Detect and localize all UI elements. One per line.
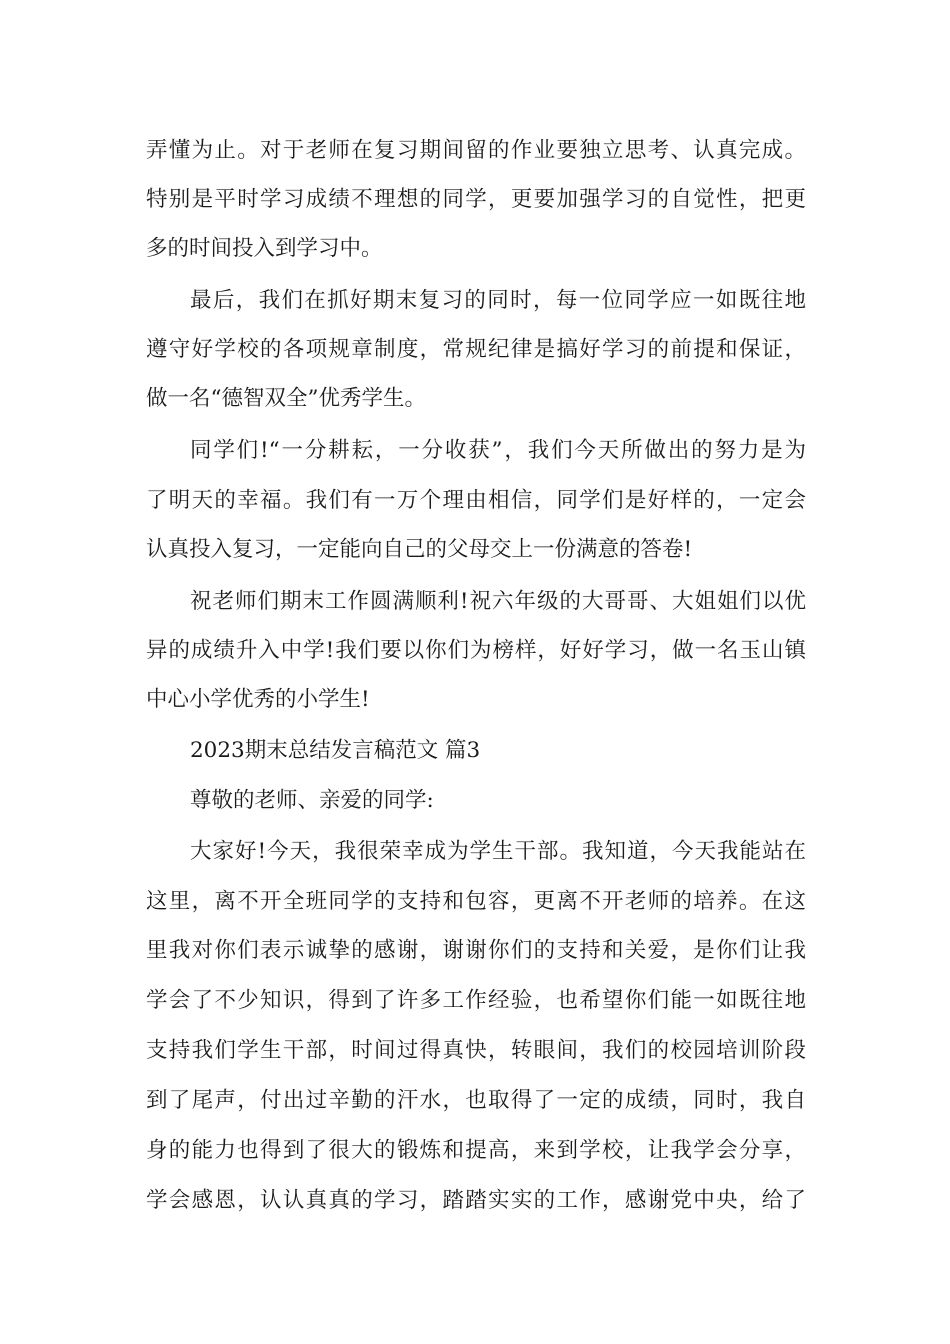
paragraph-line: 特别是平时学习成绩不理想的同学，更要加强学习的自觉性，把更 (146, 187, 806, 212)
paragraph-line: 同学们!“一分耕耘，一分收获”，我们今天所做出的努力是为 (190, 438, 806, 463)
paragraph-line: 了明天的幸福。我们有一万个理由相信，同学们是好样的，一定会 (146, 488, 806, 513)
paragraph-line: 弄懂为止。对于老师在复习期间留的作业要独立思考、认真完成。 (146, 138, 806, 163)
paragraph-line: 里我对你们表示诚挚的感谢，谢谢你们的支持和关爱，是你们让我 (146, 938, 806, 963)
paragraph-line: 这里，离不开全班同学的支持和包容，更离不开老师的培养。在这 (146, 889, 806, 914)
salutation-line: 尊敬的老师、亲爱的同学: (190, 788, 434, 813)
section-heading: 2023期末总结发言稿范文 篇3 (190, 738, 481, 763)
paragraph-line: 支持我们学生干部，时间过得真快，转眼间，我们的校园培训阶段 (146, 1038, 806, 1063)
paragraph-line: 最后，我们在抓好期末复习的同时，每一位同学应一如既往地 (190, 288, 806, 313)
paragraph-line: 做一名“德智双全”优秀学生。 (146, 386, 426, 411)
paragraph-line: 身的能力也得到了很大的锻炼和提高，来到学校，让我学会分享， (146, 1138, 806, 1163)
paragraph-line: 异的成绩升入中学!我们要以你们为榜样，好好学习，做一名玉山镇 (146, 638, 806, 663)
paragraph-line: 中心小学优秀的小学生! (146, 687, 370, 712)
paragraph-line: 学会了不少知识，得到了许多工作经验，也希望你们能一如既往地 (146, 988, 806, 1013)
paragraph-line: 到了尾声，付出过辛勤的汗水，也取得了一定的成绩，同时，我自 (146, 1088, 806, 1113)
paragraph-line: 遵守好学校的各项规章制度，常规纪律是搞好学习的前提和保证， (146, 337, 806, 362)
paragraph-line: 祝老师们期末工作圆满顺利!祝六年级的大哥哥、大姐姐们以优 (190, 589, 806, 614)
paragraph-line: 学会感恩，认认真真的学习，踏踏实实的工作，感谢党中央，给了 (146, 1188, 806, 1213)
paragraph-line: 大家好!今天，我很荣幸成为学生干部。我知道，今天我能站在 (190, 839, 806, 864)
paragraph-line: 认真投入复习，一定能向自己的父母交上一份满意的答卷! (146, 537, 693, 562)
paragraph-line: 多的时间投入到学习中。 (146, 236, 383, 261)
